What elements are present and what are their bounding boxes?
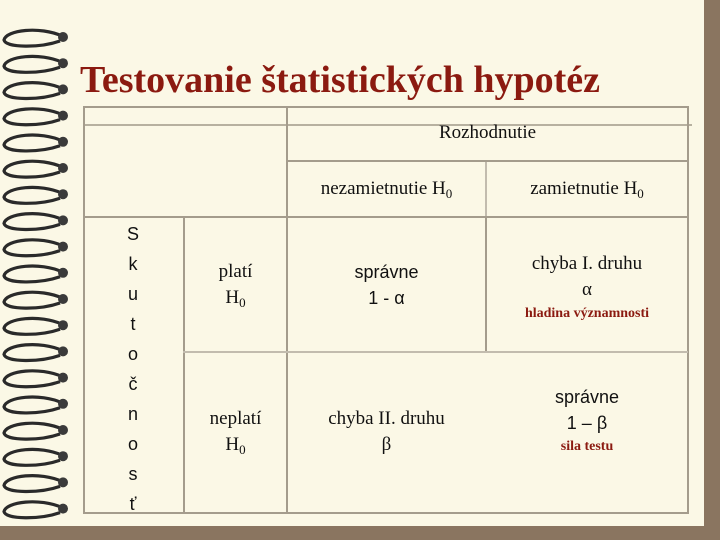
binding-hole <box>58 242 68 252</box>
binding-hole <box>58 294 68 304</box>
reality-row-header <box>83 219 183 519</box>
binding-hole <box>58 137 68 147</box>
binding-ring <box>4 187 62 203</box>
binding-hole <box>58 189 68 199</box>
slide-title: Testovanie štatistických hypotéz <box>80 59 601 101</box>
binding-ring <box>4 30 62 46</box>
power-of-test-note: sila testu <box>560 439 614 454</box>
reality-letter: u <box>127 284 138 304</box>
binding-hole <box>58 373 68 383</box>
binding-hole <box>58 84 68 94</box>
binding-ring <box>4 423 62 439</box>
binding-ring <box>4 266 62 282</box>
cell-correct-accept: správne 1 - α <box>354 262 419 308</box>
reality-letter: s <box>128 464 138 484</box>
binding-hole <box>58 425 68 435</box>
binding-ring <box>4 161 62 177</box>
cell-correct-reject: správne 1 – β sila testu <box>487 384 687 456</box>
binding-ring <box>4 56 62 72</box>
reality-letter: o <box>127 344 138 364</box>
reality-letter: ť <box>129 494 137 514</box>
binding-ring <box>4 292 62 308</box>
reality-letter: č <box>128 374 138 394</box>
binding-hole <box>58 268 68 278</box>
row-label-h0-true: platí $H_0$ <box>218 261 253 310</box>
column-header-reject: zamietnutie $H_0$ <box>530 178 644 201</box>
reality-letter: n <box>127 404 138 424</box>
binding-hole <box>58 163 68 173</box>
significance-level-note: hladina významnosti <box>524 306 650 321</box>
reality-letter: t <box>130 314 136 334</box>
row-label-h0-false: neplatí $H_0$ <box>209 408 262 457</box>
binding-ring <box>4 397 62 413</box>
binding-hole <box>58 58 68 68</box>
cell-type-one-error: chyba I. druhu α hladina významnosti <box>487 251 687 323</box>
binding-hole <box>58 32 68 42</box>
binding-hole <box>58 504 68 514</box>
binding-hole <box>58 215 68 225</box>
decision-table <box>83 106 689 514</box>
binding-ring <box>4 135 62 151</box>
reality-letter: k <box>128 254 138 274</box>
binding-hole <box>58 451 68 461</box>
binding-ring <box>4 345 62 361</box>
binding-ring <box>4 214 62 230</box>
binding-ring <box>4 83 62 99</box>
binding-ring <box>4 502 62 518</box>
cell-type-two-error: chyba II. druhu β <box>328 408 445 455</box>
binding-ring <box>4 371 62 387</box>
reality-letter: o <box>127 434 138 454</box>
column-header-not-reject: nezamietnutie $H_0$ <box>320 178 453 201</box>
binding-ring <box>4 109 62 125</box>
binding-ring <box>4 318 62 334</box>
binding-hole <box>58 477 68 487</box>
binding-hole <box>58 320 68 330</box>
binding-hole <box>58 111 68 121</box>
binding-ring <box>4 449 62 465</box>
binding-hole <box>58 346 68 356</box>
binding-ring <box>4 476 62 492</box>
binding-ring <box>4 240 62 256</box>
spiral-binding-decoration <box>0 0 78 540</box>
reality-letter: S <box>126 224 139 244</box>
decision-header: Rozhodnutie <box>438 122 537 143</box>
binding-hole <box>58 399 68 409</box>
